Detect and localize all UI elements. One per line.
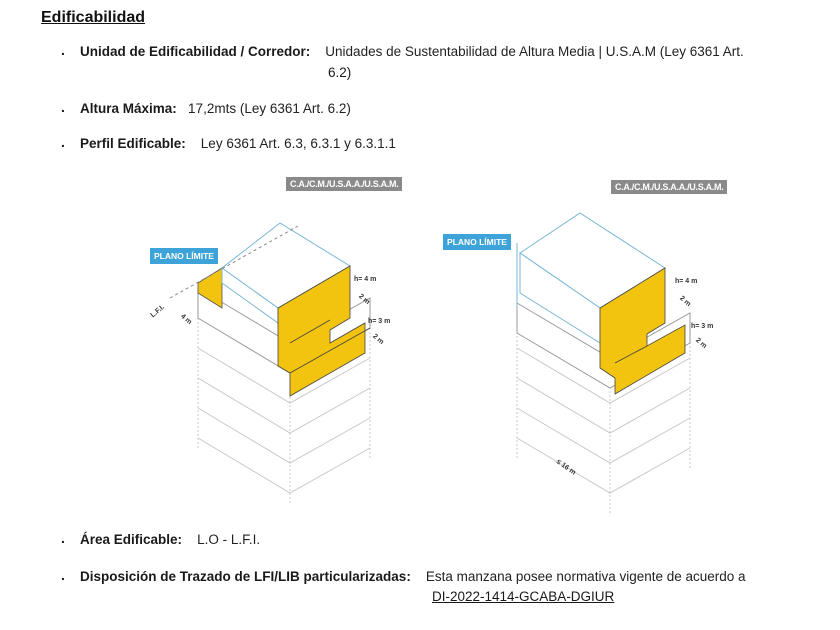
- setback-2m-lower: 2 m: [694, 336, 708, 351]
- bullet-4: .: [61, 530, 65, 546]
- height-3m: h= 3 m: [691, 323, 714, 330]
- lfi-dimension: 4 m: [179, 312, 193, 327]
- item-label: Disposición de Trazado de LFI/LIB particularizadas:: [80, 569, 411, 584]
- item-altura-maxima: [80, 99, 351, 119]
- perfil-diagram-2: [435, 168, 745, 518]
- item-label: Perfil Edificable:: [80, 136, 186, 151]
- height-4m: h= 4 m: [675, 278, 698, 285]
- perfil-diagram-1: [140, 168, 430, 518]
- bullet-3: .: [61, 134, 65, 150]
- bullet-2: .: [61, 99, 65, 115]
- item-value: Ley 6361 Art. 6.3, 6.3.1 y 6.3.1.1: [200, 136, 396, 151]
- item-value: Esta manzana posee normativa vigente de acuerdo a: [425, 569, 746, 584]
- normative-tag: C.A./C.M./U.S.A.A./U.S.A.M.: [286, 177, 402, 191]
- base-dimension: ≤ 16 m: [554, 458, 577, 477]
- height-4m: h= 4 m: [354, 276, 377, 283]
- section-heading: Edificabilidad: [41, 9, 146, 26]
- setback-2m: 2 m: [357, 292, 371, 307]
- item-label: Altura Máxima:: [80, 101, 177, 116]
- bullet-1: .: [61, 42, 65, 58]
- height-3m: h= 3 m: [368, 318, 391, 325]
- item-perfil-edificable: [80, 134, 396, 154]
- setback-2m: 2 m: [678, 294, 692, 309]
- item-disposicion-trazado: [80, 567, 800, 587]
- normative-tag: C.A./C.M./U.S.A.A./U.S.A.M.: [611, 180, 727, 194]
- plano-limite-label: PLANO LÍMITE: [150, 248, 218, 264]
- item-label: Unidad de Edificabilidad / Corredor:: [80, 44, 311, 59]
- item-value: L.O - L.F.I.: [197, 532, 261, 547]
- item-label: Área Edificable:: [80, 532, 183, 547]
- lfi-label: L.F.I.: [149, 303, 166, 320]
- item-value: 17,2mts (Ley 6361 Art. 6.2): [188, 101, 351, 116]
- item-value: Unidades de Sustentabilidad de Altura Media | U.S.A.M (Ley 6361 Art.: [325, 44, 744, 59]
- plano-limite-label: PLANO LÍMITE: [443, 234, 511, 250]
- item-unidad-edificabilidad: [80, 42, 780, 62]
- isometric-building-1: [140, 168, 430, 518]
- setback-2m-lower: 2 m: [371, 332, 385, 347]
- normative-link[interactable]: DI-2022-1414-GCABA-DGIUR: [432, 589, 615, 604]
- bullet-5: .: [61, 567, 65, 583]
- item-value-continuation: 6.2): [328, 65, 352, 80]
- item-area-edificable: [80, 530, 260, 550]
